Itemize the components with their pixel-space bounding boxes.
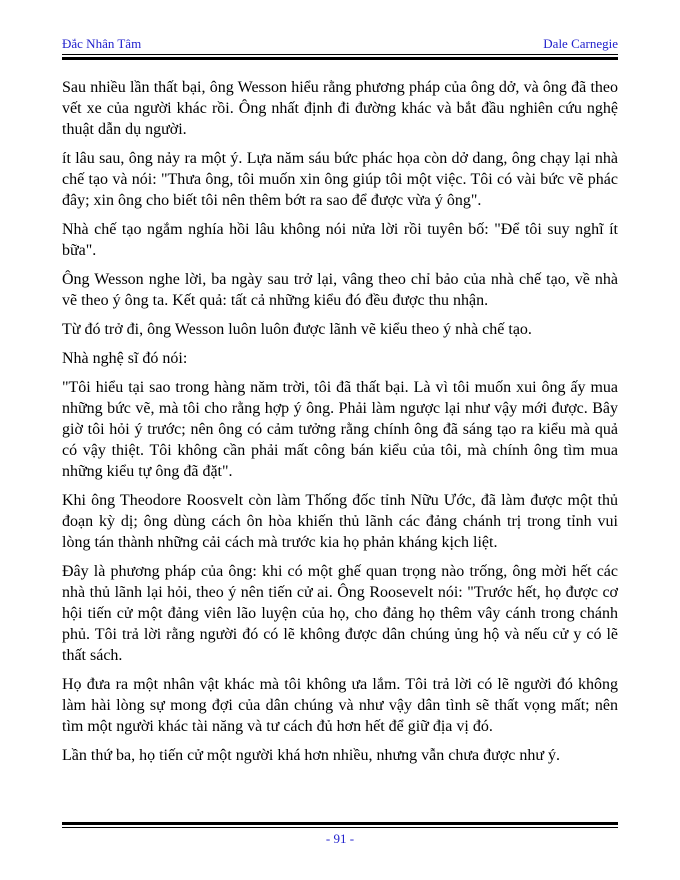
header-row — [62, 36, 618, 52]
header-rule-thin — [62, 54, 618, 55]
footer-rule-thin — [62, 827, 618, 828]
paragraph: Lần thứ ba, họ tiến cử một người khá hơn nhiều, nhưng vẫn chưa được như ý. — [62, 747, 560, 764]
paragraph: Đây là phương pháp của ông: khi có một ghế quan trọng nào trống, ông mời hết các nhà thủ lãnh lại hỏi, theo ý nên tiến cử ai. Ông Roosevelt nói: "Trước hết, họ được cơ hội tiến cử một đảng viên lão luyện của họ, cho đảng họ thêm vây cánh trong chánh phủ. Tôi trả lời rằng người đó có lẽ không được dân chúng ủng hộ và nếu cử y có lẽ thất sách. — [62, 563, 618, 664]
paragraph: Khi ông Theodore Roosvelt còn làm Thống đốc tỉnh Nữu Ước, đã làm được một thủ đoạn kỳ dị; ông dùng cách ôn hòa khiến thủ lãnh các đảng chánh trị trong tỉnh vui lòng tán thành những cải cách mà trước kia họ phản kháng kịch liệt. — [62, 492, 618, 551]
page-number: - 91 - — [325, 831, 355, 846]
paragraph: Họ đưa ra một nhân vật khác mà tôi không ưa lắm. Tôi trả lời có lẽ người đó không làm hài lòng sự mong đợi của dân chúng và như vậy dân tình sẽ thất vọng mất; nên tìm một người khác tài năng và tư cách đủ hơn hết để giữ địa vị đó. — [62, 676, 618, 735]
page-footer — [62, 822, 618, 847]
paragraph: Sau nhiều lần thất bại, ông Wesson hiểu rằng phương pháp của ông dở, và ông đã theo vết xe của người khác rồi. Ông nhất định đi đường khác và bắt đầu nghiên cứu nghệ thuật dẫn dụ người. — [62, 79, 618, 138]
paragraph: Ông Wesson nghe lời, ba ngày sau trở lại, vâng theo chỉ bảo của nhà chế tạo, về nhà vẽ theo ý ông ta. Kết quả: tất cả những kiểu đó đều được thu nhận. — [62, 271, 618, 309]
page-header — [62, 36, 618, 60]
paragraph: Nhà nghệ sĩ đó nói: — [62, 350, 188, 367]
paragraph: Nhà chế tạo ngắm nghía hồi lâu không nói nửa lời rồi tuyên bố: "Để tôi suy nghĩ ít bữa". — [62, 221, 618, 259]
footer-rule-thick — [62, 822, 618, 825]
paragraph: Từ đó trở đi, ông Wesson luôn luôn được lãnh vẽ kiểu theo ý nhà chế tạo. — [62, 321, 532, 338]
paragraph: "Tôi hiểu tại sao trong hàng năm trời, tôi đã thất bại. Là vì tôi muốn xui ông ấy mua những bức vẽ, mà tôi cho rằng hợp ý ông. Phải làm ngược lại như vậy mới được. Bây giờ tôi hỏi ý trước; nên ông có cảm tưởng rằng chính ông đã sáng tạo ra kiểu mà quả có vậy thiệt. Tôi không cần phải mất công bán kiểu của tôi, mà chính ông tìm mua những kiểu tự ông đã đặt". — [62, 379, 618, 480]
header-book-title: Đắc Nhân Tâm — [62, 36, 142, 51]
page-body — [62, 77, 618, 774]
header-author-name: Dale Carnegie — [543, 36, 618, 51]
paragraph: ít lâu sau, ông nảy ra một ý. Lựa năm sáu bức phác họa còn dở dang, ông chạy lại nhà chế tạo và nói: "Thưa ông, tôi muốn xin ông giúp tôi một việc. Tôi có vài bức vẽ phác đây; xin ông cho biết tôi nên thêm bớt ra sao để được vừa ý ông". — [62, 150, 618, 209]
header-rule-thick — [62, 57, 618, 60]
